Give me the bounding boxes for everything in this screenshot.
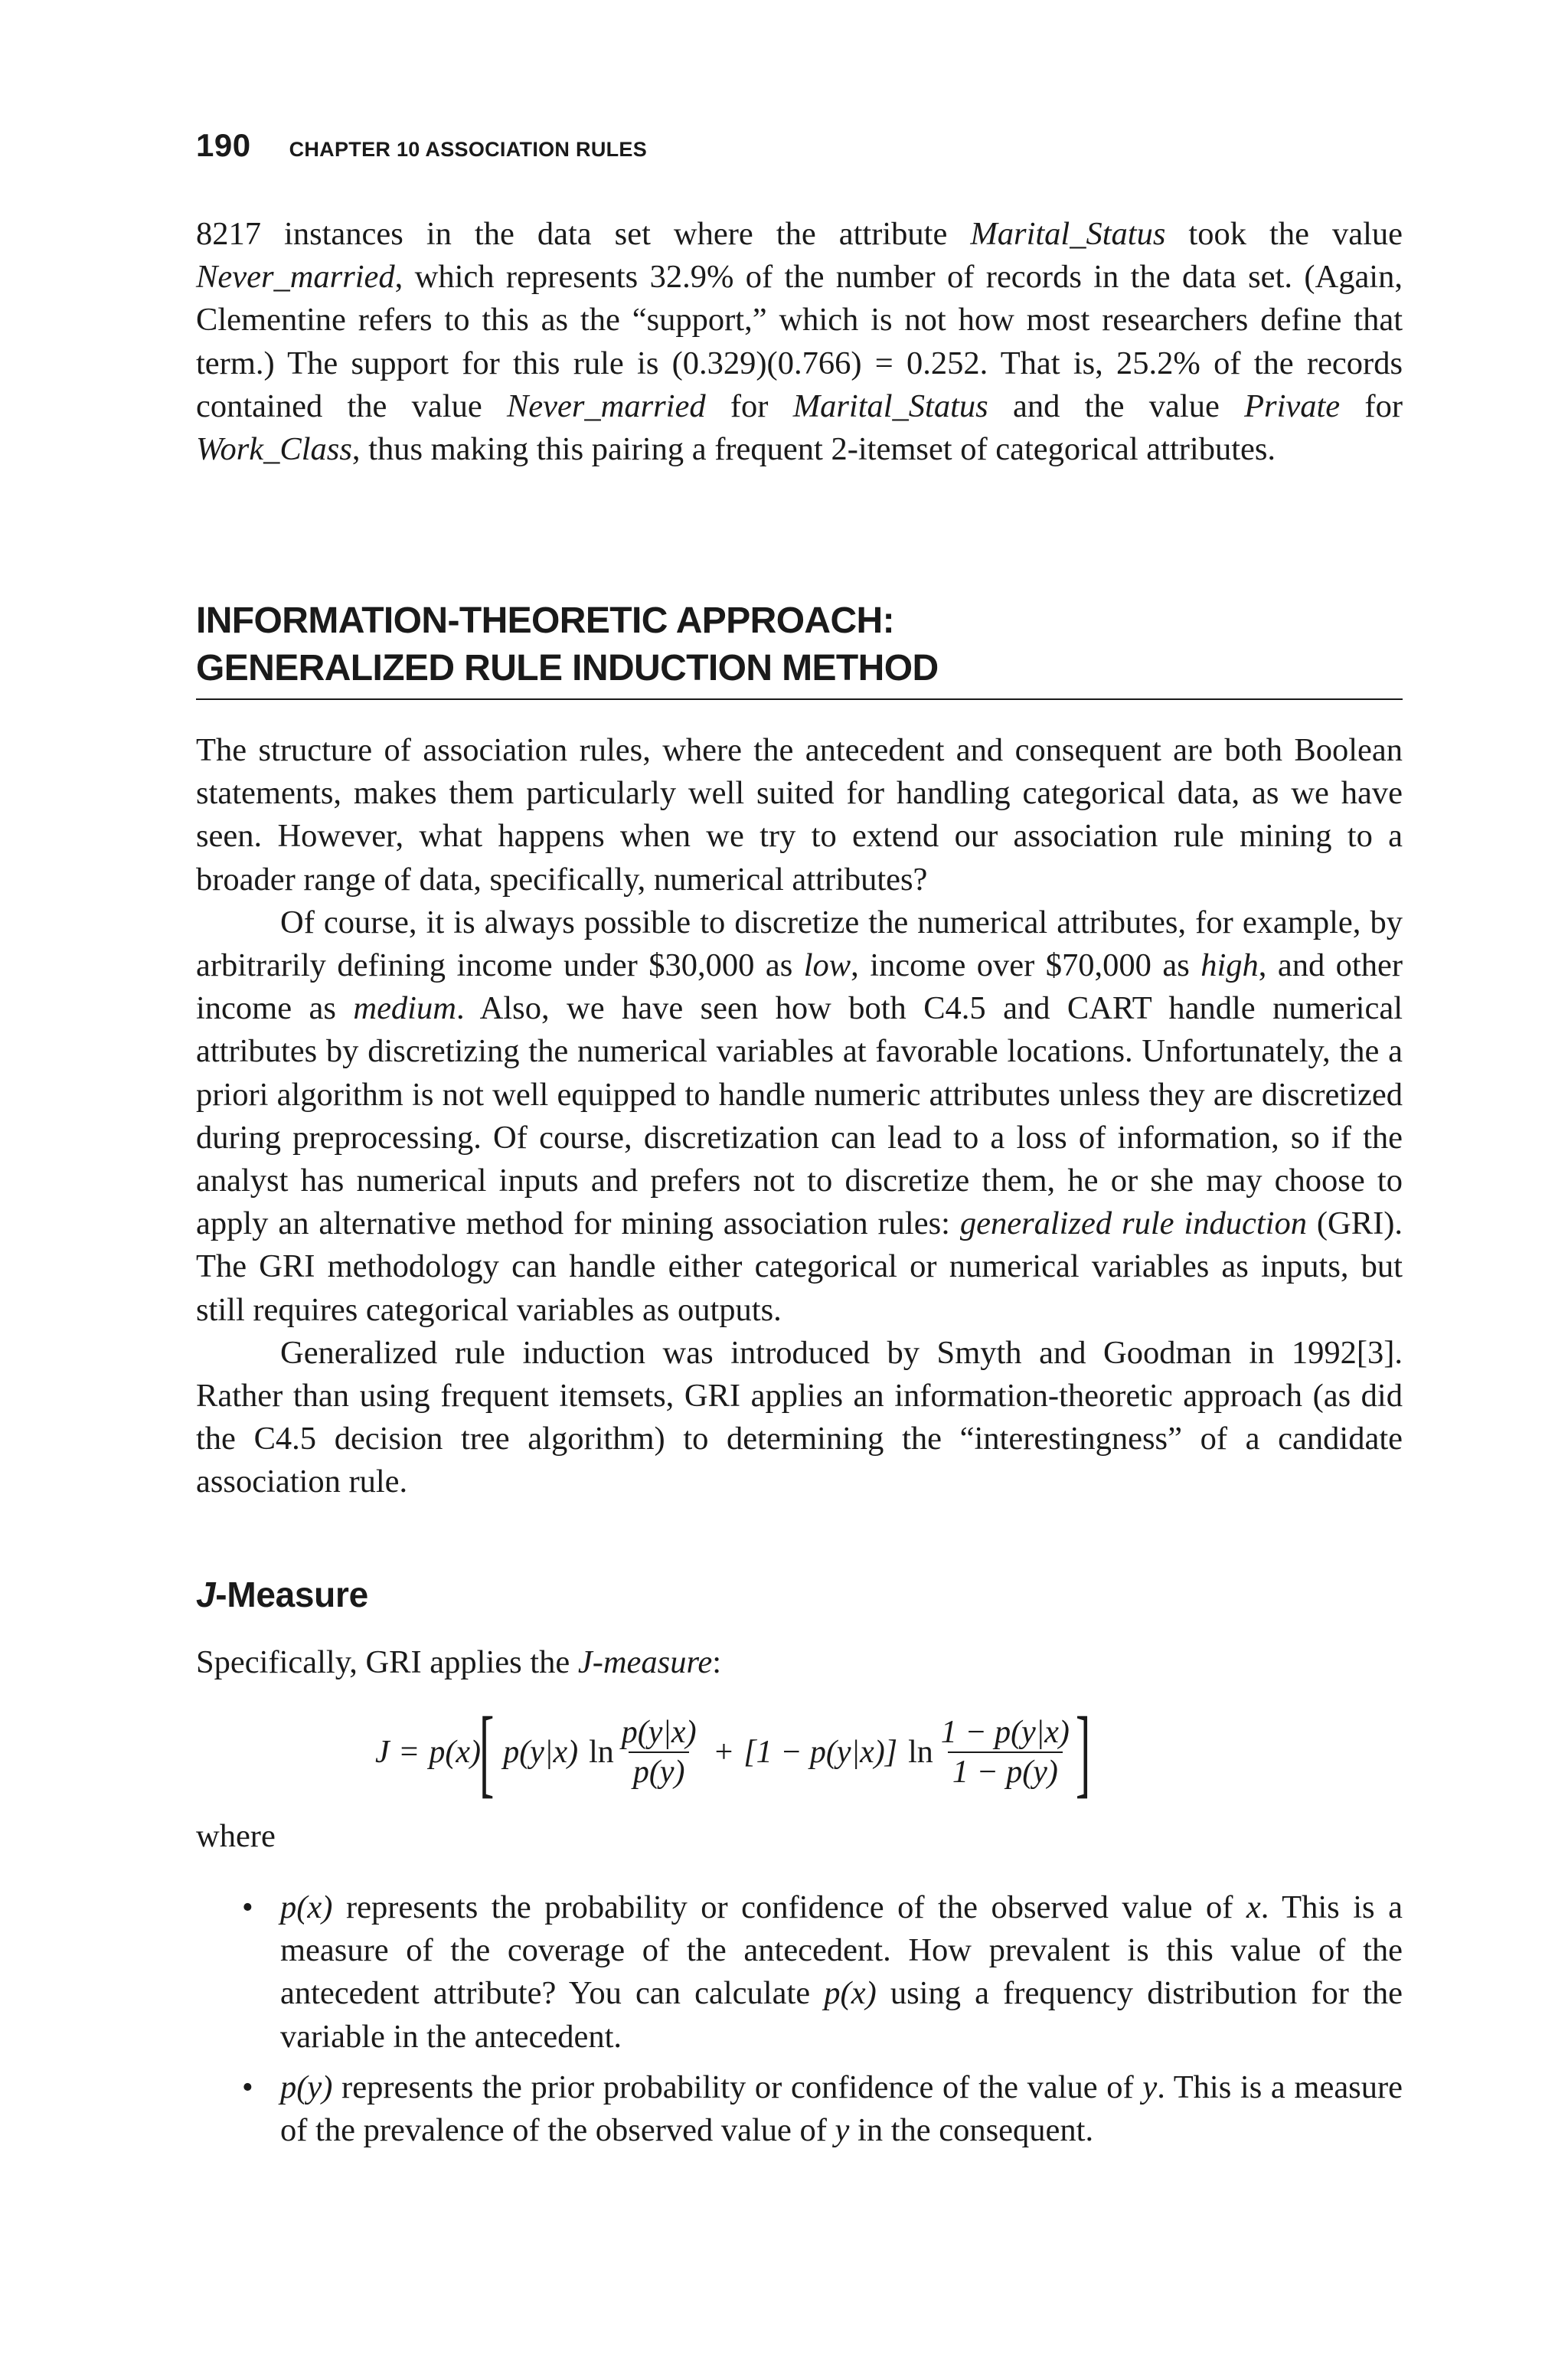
section-heading [196, 597, 1403, 700]
paragraph-discretize: Of course, it is always possible to discretize the numerical attributes, for example, by arbitrarily defining income under $30,000 as low, income over $70,000 as high, and other income as medium. Also, we have seen how both C4.5 and CART handle numerical attributes by discretizing the numerical variables at favorable locations. Unfortunately, the a priori algorithm is not well equipped to handle numeric attributes unless they are discretized during preprocessing. Of course, discretization can lead to a loss of information, so if the analyst has numerical inputs and prefers not to discretize them, he or she may choose to apply an alternative method for mining association rules: generalized rule induction (GRI). The GRI methodology can handle either categorical or numerical variables as inputs, but still requires categorical variables as outputs. [196, 904, 1403, 1328]
paragraph-gri-intro: Generalized rule induction was introduced by Smyth and Goodman in 1992[3]. Rather than using frequent itemsets, GRI applies an information-theoretic approach (as did the C4.5 decision tree algorithm) to determining the “interestingness” of a candidate association rule. [196, 1334, 1403, 1500]
list-item: • p(x) represents the probability or confidence of the observed value of x. This is a measure of the coverage of the antecedent. How prevalent is this value of the antecedent attribute? You can calculate p(x) using a frequency distribution for the variable in the antecedent. [196, 1886, 1403, 2059]
list-item: • p(y) represents the prior probability or confidence of the value of y. This is a measure of the prevalence of the observed value of y in the consequent. [196, 2066, 1403, 2152]
paragraph-support-example: 8217 instances in the data set where the attribute Marital_Status took the value Never_married, which represents 32.9% of the number of records in the data set. (Again, Clementine refers to this as the “support,” which is not how most researchers define that term.) The support for this rule is (0.329)(0.766) = 0.252. That is, 25.2% of the records contained the value Never_married for Marital_Status and the value Private for Work_Class, thus making this pairing a frequent 2-itemset of categorical attributes. [196, 216, 1403, 468]
paragraph-structure: The structure of association rules, where the antecedent and consequent are both Boolean statements, makes them particularly well suited for handling categorical data, as we have seen. However, what happens when we try to extend our association rule mining to a broader range of data, specifically, numerical attributes? [196, 732, 1403, 898]
running-head [196, 127, 647, 164]
subsection-heading: J-Measure [196, 1575, 368, 1614]
bullet-icon: • [242, 1890, 253, 1925]
eq-fraction-2: $\frac{1 - p(y|x)}{1 - p(y)}$ [940, 1715, 1070, 1790]
eq-lhs: J [375, 1735, 390, 1770]
where-label: where [196, 1818, 276, 1854]
eq-right-bracket: ] [1075, 1697, 1091, 1807]
chapter-title: CHAPTER 10 ASSOCIATION RULES [289, 138, 648, 161]
section-heading-line-1: INFORMATION-THEORETIC APPROACH: [196, 600, 895, 641]
section-heading-line-2: GENERALIZED RULE INDUCTION METHOD [196, 648, 939, 688]
eq-left-bracket: [ [479, 1697, 495, 1807]
eq-fraction-1: $\frac{p(y|x)}{p(y)}$ [621, 1715, 697, 1790]
definition-list [196, 1886, 1403, 2160]
section-body [196, 729, 1403, 1504]
page-number: 190 [196, 127, 251, 163]
paragraph-specifically: Specifically, GRI applies the J-measure: [196, 1644, 722, 1680]
bullet-icon: • [242, 2069, 253, 2105]
j-measure-equation: J = p(x) [ p(y|x) ln $\frac{p(y|x)}{p(y)}$ + [1 − p(y|x)] ln $\frac{1 - p(y|x)}{1 - p(y)}$ ] [375, 1697, 1091, 1807]
